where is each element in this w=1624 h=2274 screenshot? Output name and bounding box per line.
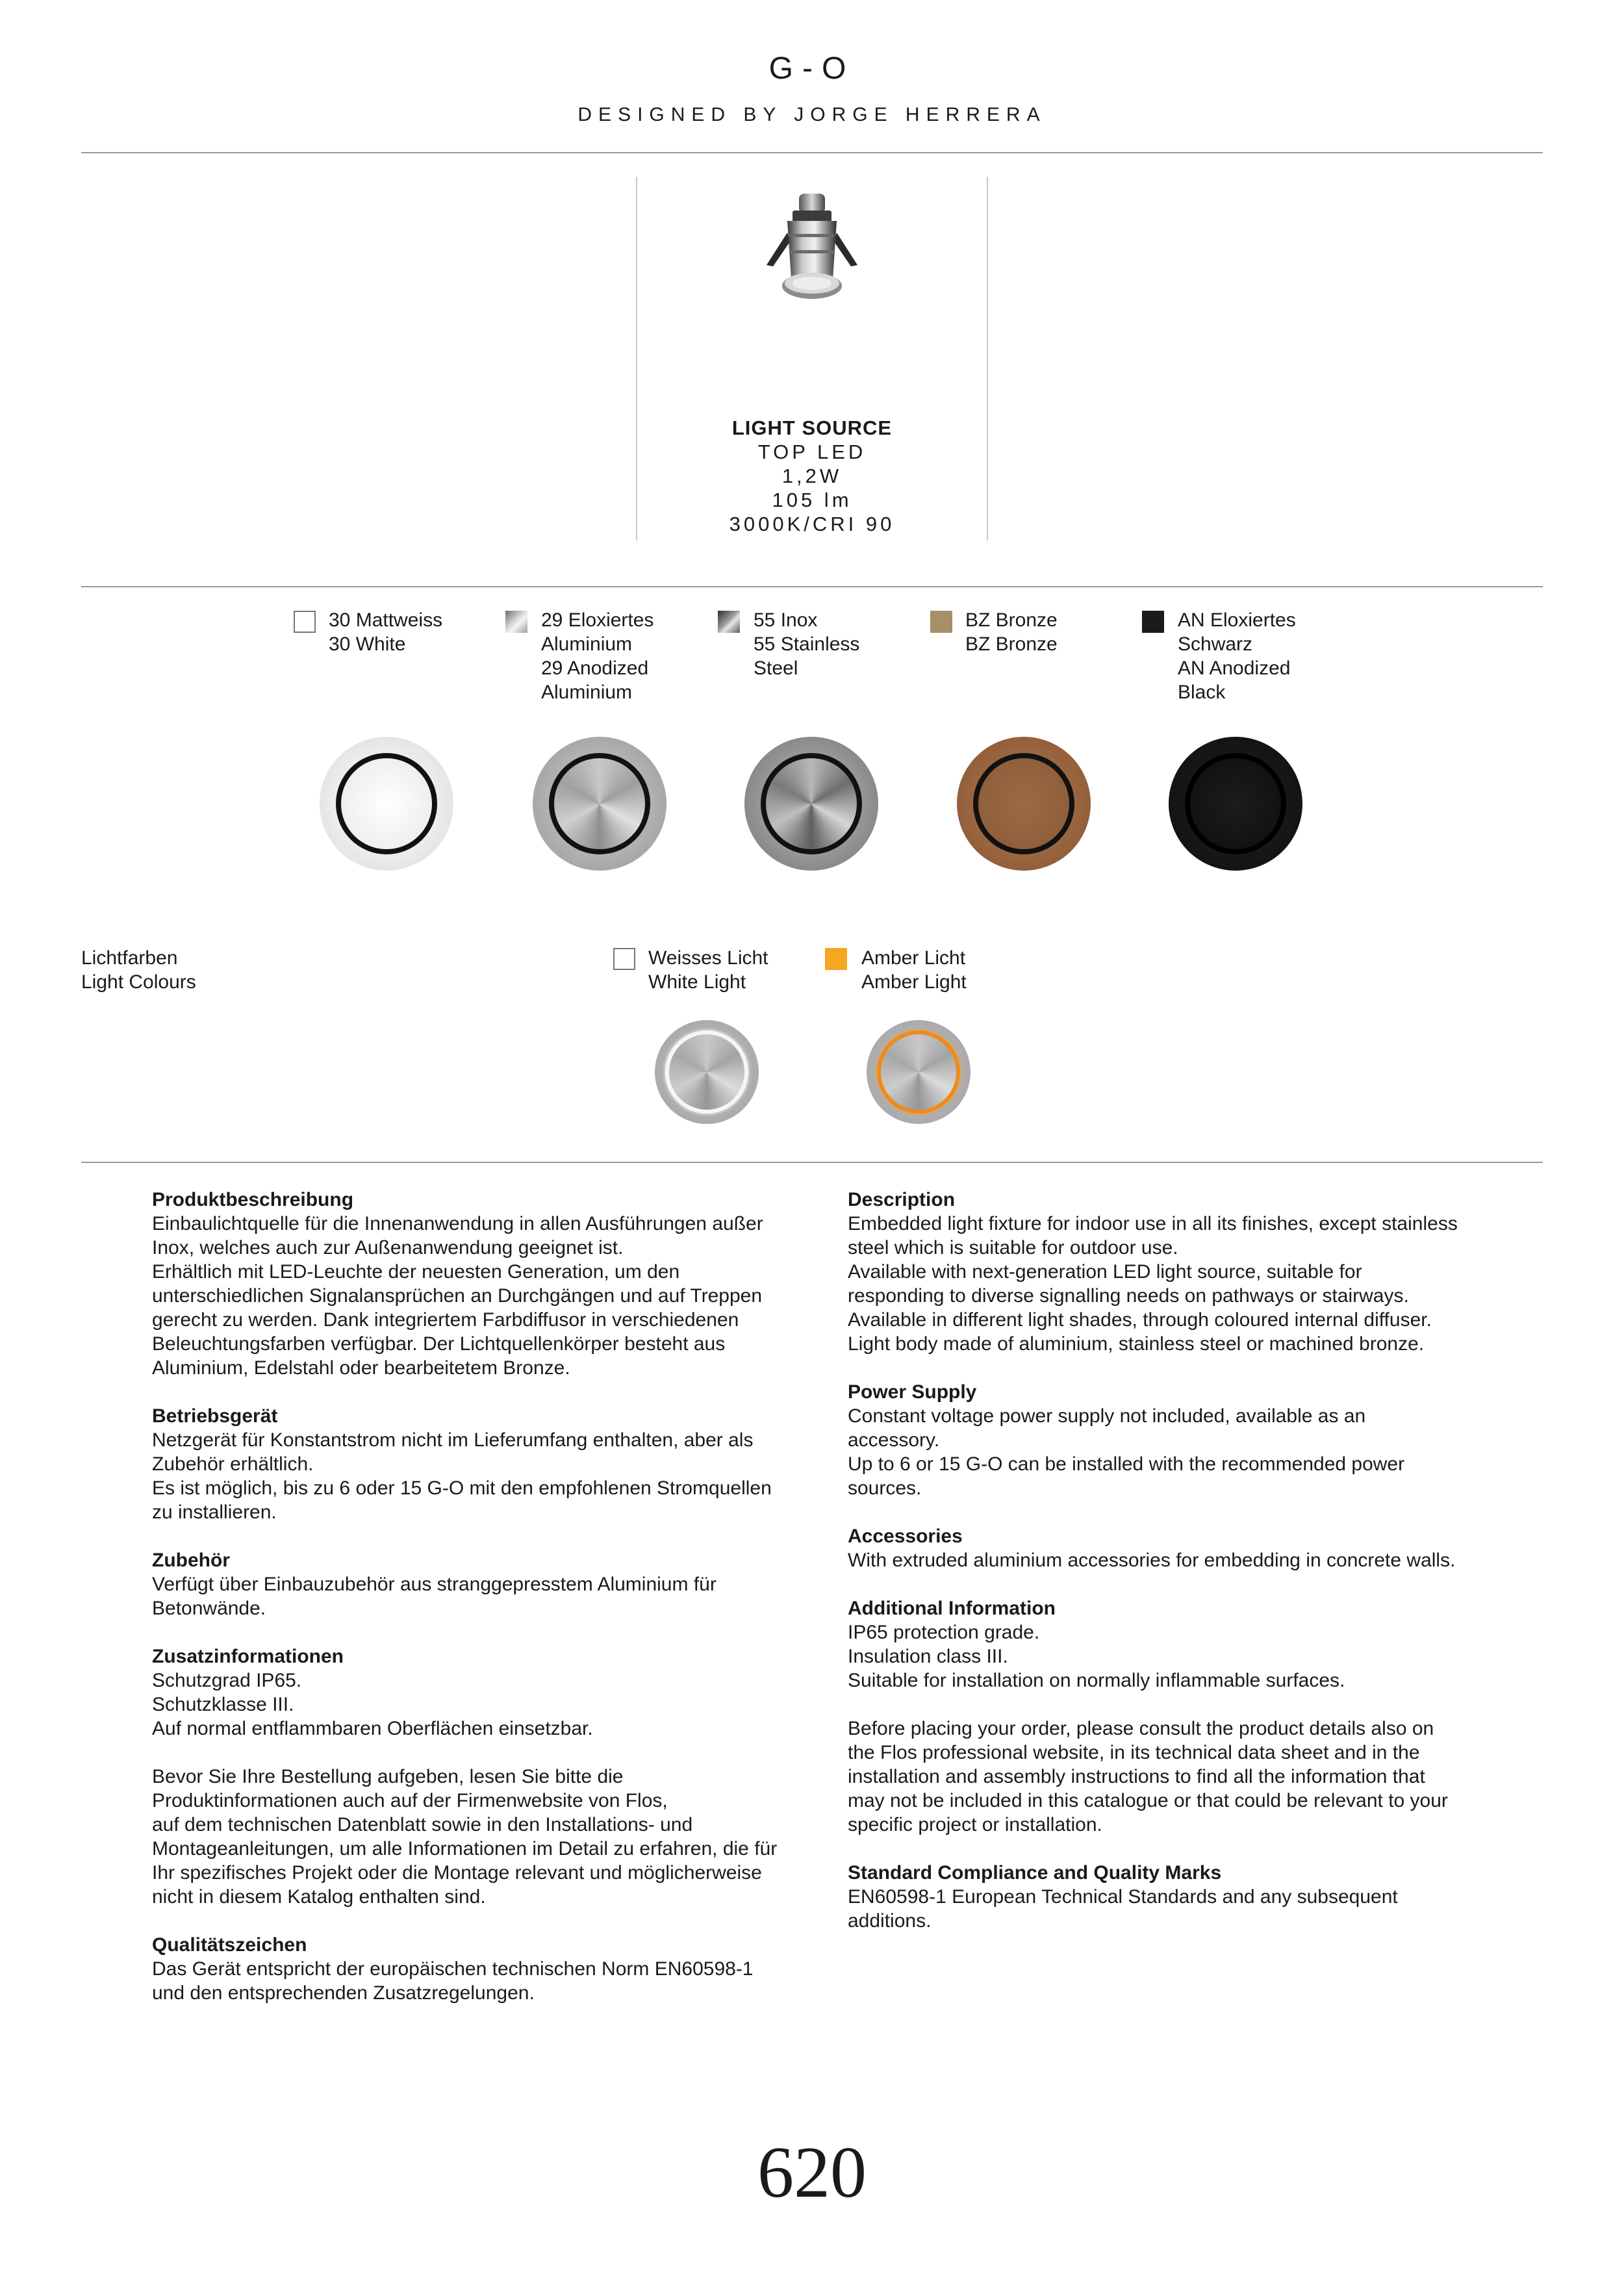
de-quality-marks-title: Qualitätszeichen [152,1934,307,1956]
en-description-title: Description [848,1189,956,1210]
amber-light-line2: Amber Light [861,971,967,993]
en-power-supply-title: Power Supply [848,1381,977,1403]
de-product-description-title: Produktbeschreibung [152,1189,354,1210]
finish-30-label [329,608,442,656]
finish-29-line1: 29 Eloxiertes [541,609,654,631]
de-order-note: Bevor Sie Ihre Bestellung aufgeben, lesen Sie bitte die Produktinformationen auch auf der Firmenwebsite von Flos, auf dem technischen Datenblatt sowie in den Installations- und Montageanleitungen, um alle Informationen im Detail zu erfahren, die für Ihr spezifisches Projekt oder die Montage relevant und möglicherweise nicht in diesem Katalog enthalten sind. [152,1766,778,1908]
finish-an-line3: AN Anodized [1178,658,1291,679]
de-power-supply-title: Betriebsgerät [152,1405,278,1427]
swatch-an-black [1142,611,1164,633]
amber-light-line1: Amber Licht [861,947,966,969]
white-light-line1: Weisses Licht [648,947,768,969]
white-light-line2: White Light [648,971,746,993]
swatch-30-white [294,611,316,633]
finish-30-line2: 30 White [329,633,406,655]
led-spotlight-image [747,188,877,312]
de-product-description-body: Einbaulichtquelle für die Innenanwendung in allen Ausführungen außer Inox, welches auch zur Außenanwendung geeignet ist. Erhältlich mit LED-Leuchte der neuesten Generation, um den unterschiedlichen Signalansprüchen an Durchgängen und auf Treppen gerecht zu werden. Dank integriertem Farbdiffusor in verschiedenen Beleuchtungsfarben verfügbar. Der Lichtquellenkörper besteht aus Aluminium, Edelstahl oder bearbeitetem Bronze. [152,1213,763,1379]
swatch-bz-bronze [930,611,952,633]
english-column [848,1188,1497,1957]
finish-an-line4: Black [1178,682,1226,703]
disc-30-white [320,737,453,871]
en-quality-marks-body: EN60598-1 European Technical Standards and any subsequent additions. [848,1886,1398,1932]
light-source-type: TOP LED [757,441,867,463]
finish-an-line2: Schwarz [1178,633,1253,655]
finish-29-line2: Aluminium [541,633,633,655]
de-accessories-body: Verfügt über Einbauzubehör aus stranggepresstem Aluminium für Betonwände. [152,1574,717,1619]
light-source-power: 1,2W [781,465,843,487]
finish-55-line3: Steel [754,658,798,679]
finish-55-label [754,608,859,680]
finish-29-line3: 29 Anodized [541,658,649,679]
light-colours-label-en: Light Colours [81,971,196,993]
white-light-label [648,946,768,994]
finish-55-line1: 55 Inox [754,609,818,631]
de-additional-info-body: Schutzgrad IP65. Schutzklasse III. Auf normal entflammbaren Oberflächen einsetzbar. [152,1670,593,1739]
disc-29-aluminium [533,737,666,871]
en-additional-info-body: IP65 protection grade. Insulation class III. Suitable for installation on normally inflammable surfaces. [848,1622,1345,1691]
de-quality-marks-body: Das Gerät entspricht der europäischen technischen Norm EN60598-1 und den entsprechenden Zusatzregelungen. [152,1958,754,2004]
swatch-29-aluminium [505,611,527,633]
disc-55-stainless [744,737,878,871]
finish-bz-line2: BZ Bronze [965,633,1058,655]
light-colours-label-de: Lichtfarben [81,947,178,969]
de-accessories-title: Zubehör [152,1550,230,1571]
light-source-label: LIGHT SOURCE [731,416,893,439]
finish-29-line4: Aluminium [541,682,633,703]
finish-30-line1: 30 Mattweiss [329,609,443,631]
en-additional-info-title: Additional Information [848,1598,1056,1619]
light-source-temperature: 3000K/CRI 90 [729,513,895,535]
swatch-white-light [613,948,635,970]
disc-an-black [1169,737,1302,871]
en-accessories-body: With extruded aluminium accessories for embedding in concrete walls. [848,1550,1456,1571]
finishes-divider [81,586,1543,587]
finish-29-label [541,608,653,704]
finish-bz-label [965,608,1058,656]
en-power-supply-body: Constant voltage power supply not included, available as an accessory. Up to 6 or 15 G-O can be installed with the recommended power sources. [848,1405,1405,1499]
product-title: G-O [768,51,856,86]
en-description-body: Embedded light fixture for indoor use in all its finishes, except stainless steel which is suitable for outdoor use. Available with next-generation LED light source, suitable for responding to diverse signalling needs on pathways or stairways. Available in different light shades, through coloured internal diffuser. Light body made of aluminium, stainless steel or machined bronze. [848,1213,1458,1355]
page-number: 620 [757,2132,867,2213]
en-accessories-title: Accessories [848,1526,963,1547]
swatch-amber-light [825,948,847,970]
swatch-55-stainless [718,611,740,633]
light-source-block [637,416,987,536]
light-colours-label [81,946,196,994]
disc-white-light [655,1020,759,1124]
light-source-lumen: 105 lm [772,489,852,511]
de-additional-info-title: Zusatzinformationen [152,1646,344,1667]
finish-55-line2: 55 Stainless [754,633,860,655]
en-quality-marks-title: Standard Compliance and Quality Marks [848,1862,1222,1884]
description-divider [81,1162,1543,1163]
disc-bz-bronze [957,737,1091,871]
german-column [152,1188,802,2029]
finish-an-line1: AN Eloxiertes [1178,609,1296,631]
de-power-supply-body: Netzgerät für Konstantstrom nicht im Lieferumfang enthalten, aber als Zubehör erhältlich. Es ist möglich, bis zu 6 oder 15 G-O mit den empfohlenen Stromquellen zu installieren. [152,1429,772,1523]
finish-an-label [1178,608,1296,704]
disc-amber-light [867,1020,971,1124]
en-order-note: Before placing your order, please consult the product details also on the Flos professional website, in its technical data sheet and in the installation and assembly instructions to find all the information that may not be included in this catalogue or that could be relevant to your specific project or installation. [848,1718,1448,1835]
finish-bz-line1: BZ Bronze [965,609,1058,631]
designer-credit: DESIGNED BY JORGE HERRERA [577,104,1047,125]
amber-light-label [861,946,967,994]
header-divider [81,152,1543,153]
